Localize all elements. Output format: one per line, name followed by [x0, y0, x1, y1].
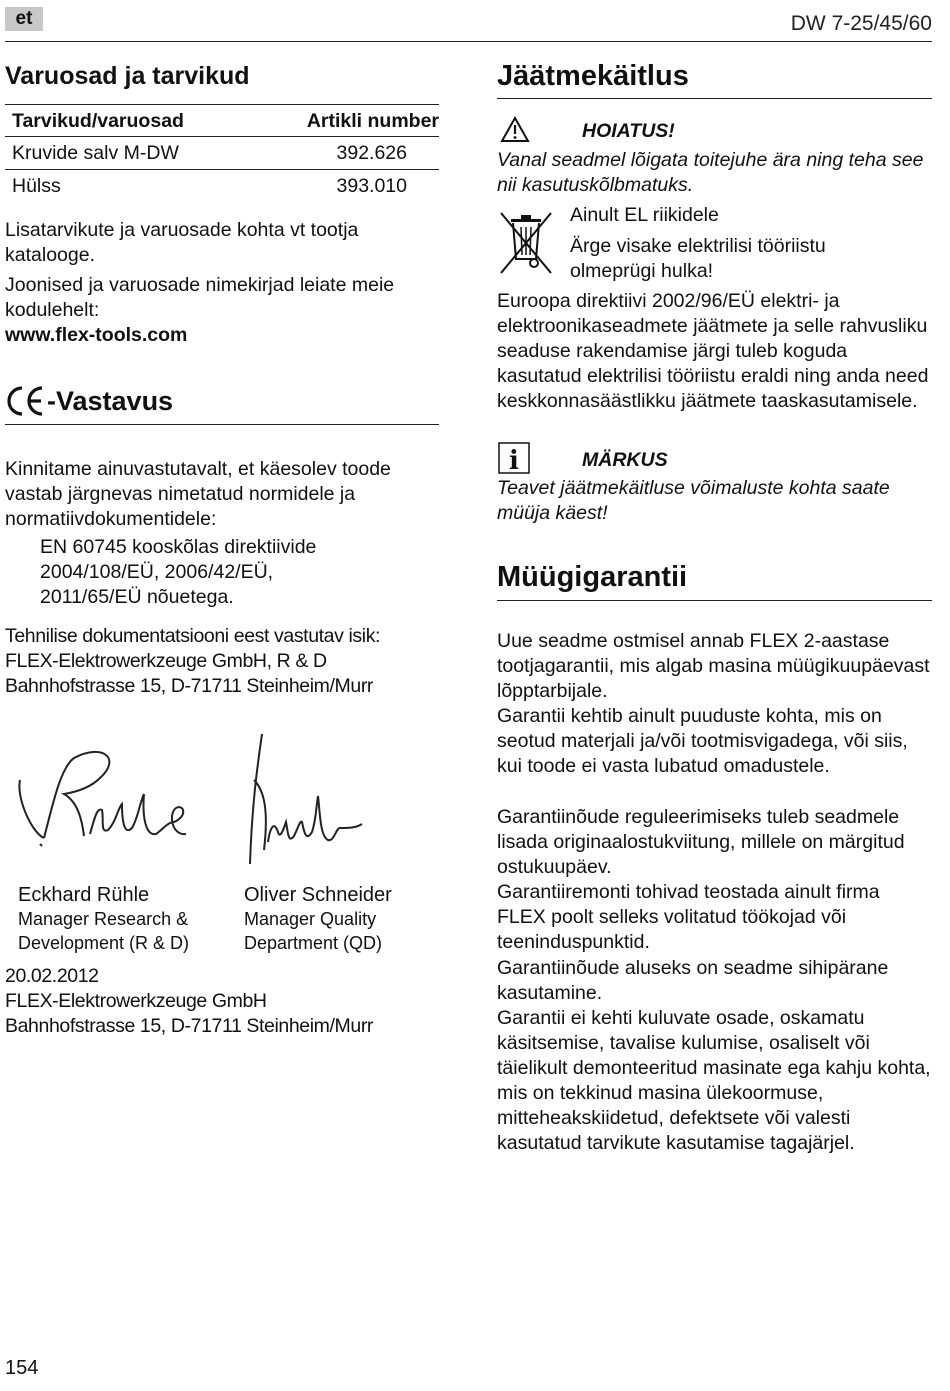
eu-only-text: Ainult EL riikidele — [570, 204, 719, 226]
header-divider — [5, 41, 932, 42]
signature-ruhle — [12, 738, 192, 850]
page-number: 154 — [5, 1357, 39, 1379]
table-cell-article: 393.010 — [336, 175, 407, 197]
website-link[interactable]: www.flex-tools.com — [5, 324, 188, 346]
warranty-paragraph: Garantiinõude reguleerimiseks tuleb seadmele lisada originaalostukviitung, millele on märgitud ostukuupäev. — [497, 806, 905, 878]
model-number: DW 7-25/45/60 — [790, 12, 932, 35]
tech-doc-company: FLEX-Elektrowerkzeuge GmbH, R & D — [5, 650, 327, 672]
warranty-paragraph: Garantiiremonti tohivad teostada ainult firma FLEX poolt selleks volitatud töökojad või teeninduspunktid. — [497, 881, 880, 953]
table-header-article: Artikli number — [306, 110, 439, 132]
note-text: Teavet jäätmekäitluse võimaluste kohta saate müüja käest! — [497, 477, 890, 524]
warranty-title: Müügigarantii — [497, 561, 688, 593]
disposal-rule — [497, 98, 932, 99]
crossed-bin-icon — [497, 211, 555, 275]
warranty-paragraph: Garantii kehtib ainult puuduste kohta, mis on seotud materjali ja/või tootmisvigadega, või siis, kui toode ei vasta lubatud omadustele. — [497, 705, 908, 777]
signature-schneider — [240, 732, 370, 877]
table-cell-part: Kruvide salv M-DW — [12, 142, 179, 164]
signer-name: Oliver Schneider — [244, 884, 392, 906]
warranty-paragraph: Uue seadme ostmisel annab FLEX 2-aastase tootjagarantii, mis algab masina müügikuupäevast lõpptarbijale. — [497, 630, 930, 702]
tech-doc-address: Bahnhofstrasse 15, D-71711 Steinheim/Murr — [5, 675, 374, 697]
table-row — [5, 170, 439, 202]
declaration-company: FLEX-Elektrowerkzeuge GmbH — [5, 990, 267, 1012]
conformity-rule — [5, 424, 439, 425]
table-cell-article: 392.626 — [336, 142, 407, 164]
signer-schneider — [244, 883, 444, 955]
eu-warning-text: Ärge visake elektrilisi tööriistu olmeprügi hulka! — [570, 235, 826, 282]
directive-text: Euroopa direktiivi 2002/96/EÜ elektri- ja elektroonikaseadmete jäätmete ja selle rahvusliku seaduse rakendamise järgi tuleb koguda kasutatud elektrilisi tööriistu eraldi ning anda need keskkonnasäästlikku jäätmete taaskasutamisele. — [497, 290, 929, 412]
ce-mark-icon — [5, 384, 47, 418]
spare-parts-title: Varuosad ja tarvikud — [5, 62, 250, 90]
declaration-address: Bahnhofstrasse 15, D-71711 Steinheim/Murr — [5, 1015, 374, 1037]
disposal-title: Jäätmekäitlus — [497, 60, 689, 92]
conformity-title: -Vastavus — [47, 385, 174, 416]
conformity-standard: EN 60745 kooskõlas direktiivide 2004/108/EÜ, 2006/42/EÜ, 2011/65/EÜ nõuetega. — [40, 536, 317, 608]
conformity-intro: Kinnitame ainuvastutavalt, et käesolev toode vastab järgnevas nimetatud normidele ja normatiivdokumentidele: — [5, 458, 391, 530]
language-tag: et — [5, 7, 43, 31]
warning-triangle-icon — [500, 116, 530, 143]
spare-parts-rule — [5, 104, 439, 105]
table-header-row — [5, 107, 439, 136]
accessories-text: Lisatarvikute ja varuosade kohta vt tootja kataloogе. — [5, 219, 359, 266]
signer-role: Department (QD) — [244, 933, 383, 953]
warning-text: Vanal seadmel lõigata toitejuhe ära ning teha see nii kasutuskõlbmatuks. — [497, 149, 924, 196]
table-row — [5, 137, 439, 169]
warranty-paragraph: Garantiinõude aluseks on seadme sihipärane kasutamine. — [497, 957, 889, 1004]
table-header-parts: Tarvikud/varuosad — [12, 110, 184, 132]
spare-parts-table — [5, 107, 439, 202]
signer-role: Manager Quality — [244, 909, 377, 929]
warning-label: HOIATUS! — [582, 120, 675, 142]
svg-text:i: i — [509, 446, 519, 474]
warranty-paragraph: Garantii ei kehti kuluvate osade, oskamatu käsitsemise, tavalise kulumise, osaliselt või täielikult demonteeritud masinate ega kahju kohta, mis on tekkinud masina ülekoormuse, mitteheakskiidetud, defektsete või valesti kasutatud tarvikute kasutamise tagajärjel. — [497, 1007, 931, 1154]
table-cell-part: Hülss — [12, 175, 61, 197]
drawings-text: Joonised ja varuosade nimekirjad leiate meie kodulehelt: — [5, 274, 395, 321]
tech-doc-label: Tehnilise dokumentatsiooni eest vastutav isik: — [5, 625, 381, 647]
signer-role: Manager Research & — [18, 909, 189, 929]
signer-role: Development (R & D) — [18, 933, 190, 953]
note-label: MÄRKUS — [582, 449, 668, 471]
signer-ruhle — [18, 883, 238, 955]
info-icon — [498, 442, 530, 474]
conformity-heading — [5, 384, 439, 418]
signer-name: Eckhard Rühle — [18, 884, 150, 906]
declaration-date: 20.02.2012 — [5, 965, 99, 987]
warranty-rule — [497, 600, 932, 601]
